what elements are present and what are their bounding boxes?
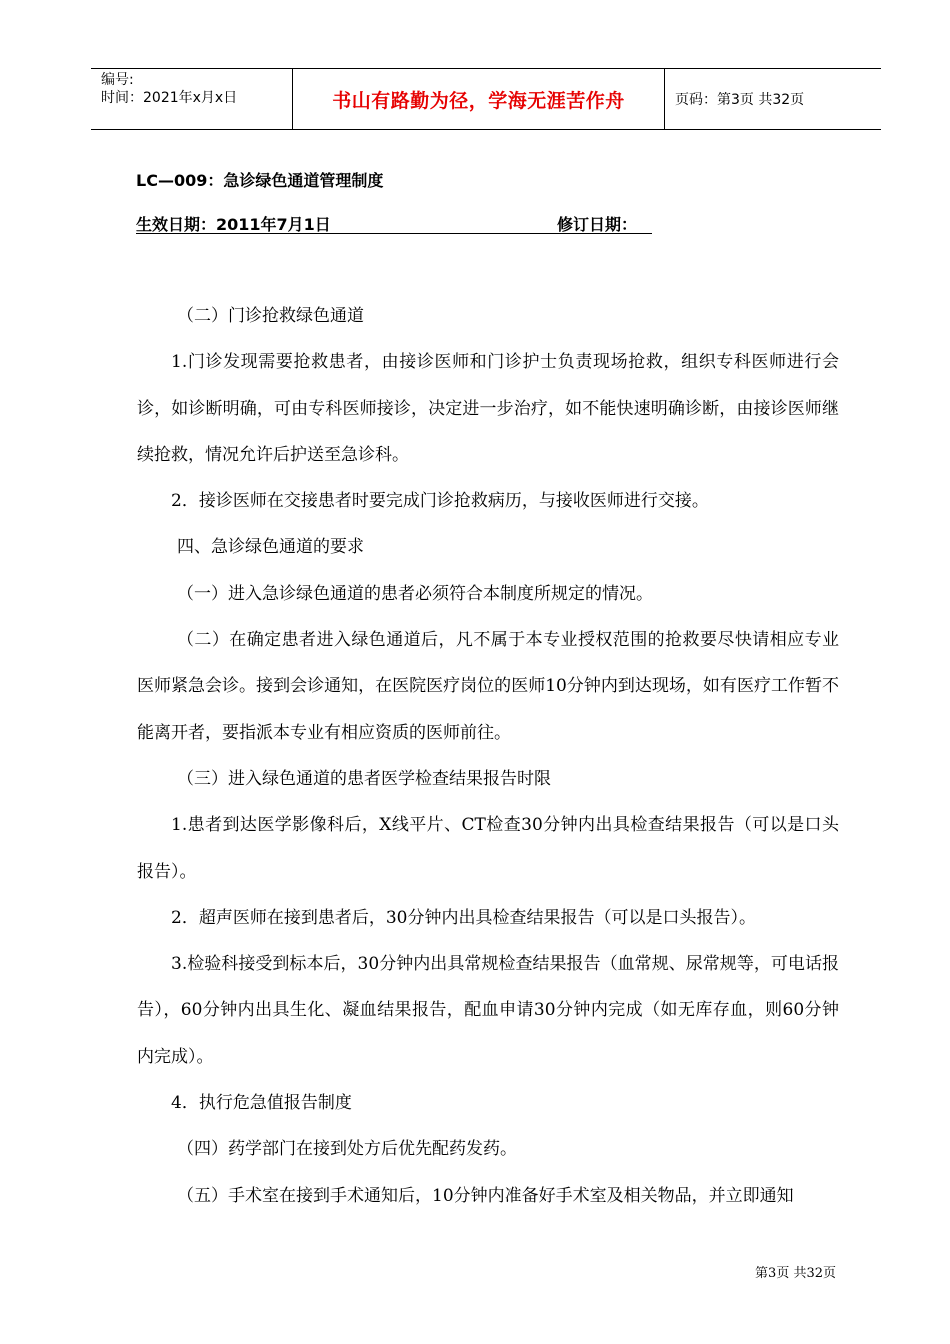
date-line <box>136 212 652 234</box>
time-label: 时间：2021年x月x日 <box>101 90 238 106</box>
body-text <box>137 293 839 1219</box>
motto-text: 书山有路勤为径，学海无涯苦作舟 <box>332 89 625 112</box>
paragraph: 2．接诊医师在交接患者时要完成门诊抢救病历，与接收医师进行交接。 <box>171 491 709 512</box>
revision-date: 修订日期： <box>557 215 638 234</box>
header-motto-cell <box>293 69 665 129</box>
code-label: 编号: <box>101 72 134 88</box>
effective-date: 生效日期：2011年7月1日 <box>136 215 331 234</box>
header-page-cell <box>665 69 881 129</box>
paragraph: （五）手术室在接到手术通知后，10分钟内准备好手术室及相关物品，并立即通知 <box>177 1185 794 1206</box>
paragraph: （二）在确定患者进入绿色通道后，凡不属于本专业授权范围的抢救要尽快请相应专业医师紧急会诊。接到会诊通知，在医院医疗岗位的医师10分钟内到达现场，如有医疗工作暂不能离开者，要指派本专业有相应资质的医师前往。 <box>137 630 839 743</box>
paragraph: 1.患者到达医学影像科后，X线平片、CT检查30分钟内出具检查结果报告（可以是口头报告）。 <box>137 815 839 882</box>
paragraph: 2．超声医师在接到患者后，30分钟内出具检查结果报告（可以是口头报告）。 <box>171 907 756 928</box>
header-table <box>91 68 881 130</box>
paragraph: 1.门诊发现需要抢救患者，由接诊医师和门诊护士负责现场抢救，组织专科医师进行会诊，如诊断明确，可由专科医师接诊，决定进一步治疗，如不能快速明确诊断，由接诊医师继续抢救，情况允许后护送至急诊科。 <box>137 352 839 465</box>
header-page-info: 页码：第3页 共32页 <box>675 92 805 108</box>
paragraph: （四）药学部门在接到处方后优先配药发药。 <box>177 1139 517 1160</box>
paragraph: 4．执行危急值报告制度 <box>171 1093 352 1114</box>
paragraph: （三）进入绿色通道的患者医学检查结果报告时限 <box>177 768 551 789</box>
footer-page-info: 第3页 共32页 <box>755 1266 836 1281</box>
paragraph: （二）门诊抢救绿色通道 <box>177 306 364 326</box>
header-meta-cell <box>91 69 293 129</box>
paragraph: （一）进入急诊绿色通道的患者必须符合本制度所规定的情况。 <box>177 583 653 604</box>
paragraph: 四、急诊绿色通道的要求 <box>177 537 364 558</box>
paragraph: 3.检验科接受到标本后，30分钟内出具常规检查结果报告（血常规、尿常规等，可电话报告），60分钟内出具生化、凝血结果报告，配血申请30分钟内完成（如无库存血，则60分钟内完成）。 <box>137 954 839 1067</box>
document-title: LC—009：急诊绿色通道管理制度 <box>136 171 384 190</box>
